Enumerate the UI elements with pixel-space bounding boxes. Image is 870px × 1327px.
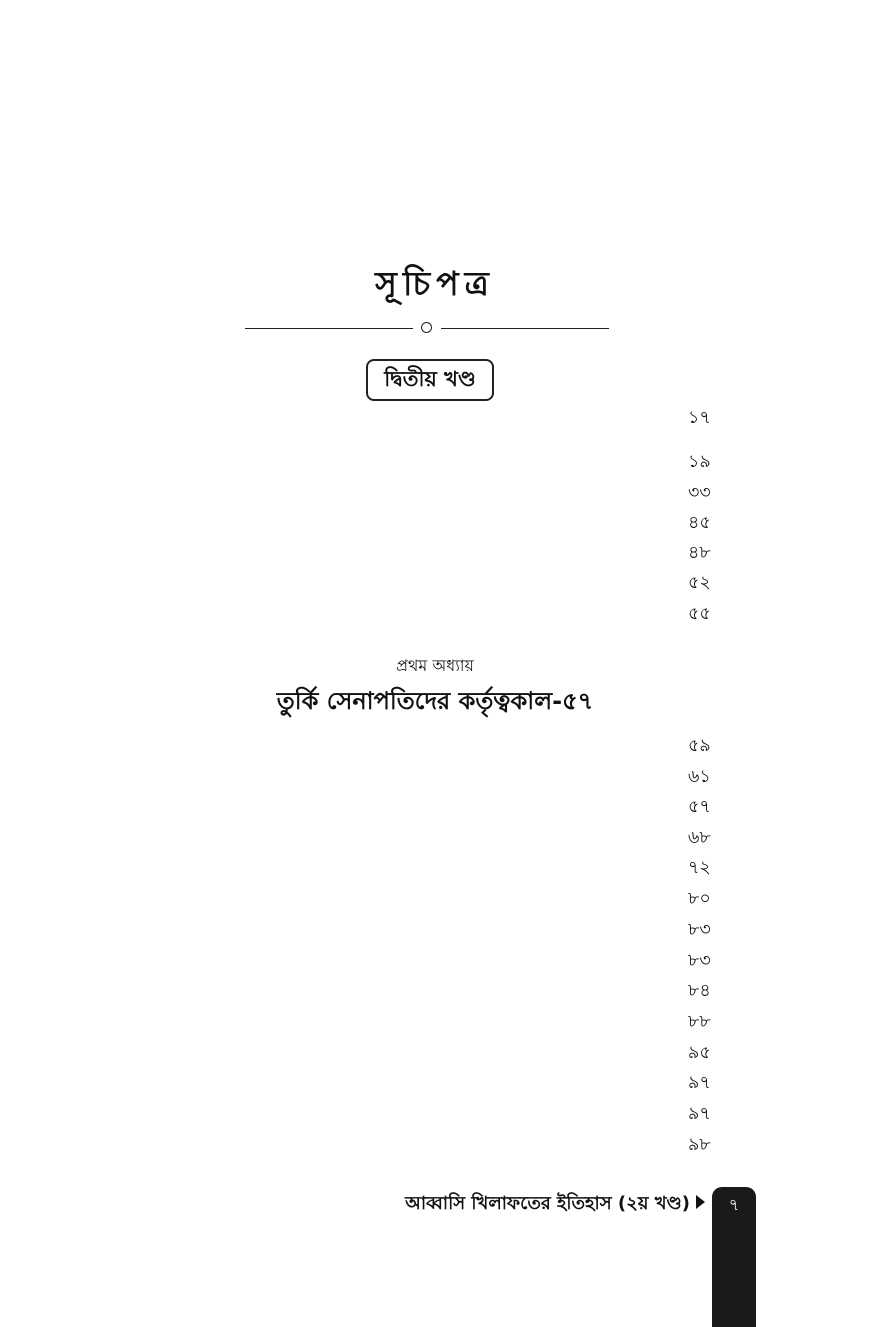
running-footer-title: আব্বাসি খিলাফতের ইতিহাস (২য় খণ্ড) [405, 1193, 690, 1214]
divider-circle [421, 322, 432, 333]
chapter-label: প্রথম অধ্যায় [396, 656, 474, 675]
toc-entry-page: ৮৮ [688, 1012, 711, 1032]
divider-line-right [441, 328, 609, 329]
title-divider-ornament [245, 318, 609, 338]
toc-entry-page: ৯৭ [688, 1104, 711, 1124]
section-label: দ্বিতীয় খণ্ড [384, 366, 476, 391]
toc-entry-page: ৬১ [688, 767, 711, 787]
page-number: ৭ [728, 1195, 740, 1214]
toc-entry-page: ৭২ [688, 858, 711, 878]
toc-entry-page: ৮৪ [688, 981, 711, 1001]
toc-entry-page: ৮৩ [688, 920, 711, 940]
toc-entry-page: ৪৮ [688, 543, 711, 563]
toc-entry-page: ৯৭ [688, 1073, 711, 1093]
toc-entry-page: ৩৩ [688, 483, 711, 503]
toc-entry-page: ৮০ [688, 889, 711, 909]
triangle-right-icon [696, 1195, 705, 1209]
toc-entry-page: ৫৭ [688, 797, 711, 817]
toc-entry-page: ৯৫ [688, 1043, 711, 1063]
chapter-title: তুর্কি সেনাপতিদের কর্তৃত্বকাল-৫৭ [276, 687, 594, 715]
toc-entry-page: ৯৮ [688, 1135, 711, 1155]
toc-entry-page: ৬৮ [688, 828, 711, 848]
page-title: সূচিপত্র [375, 264, 495, 303]
toc-entry-page: ৮৩ [688, 951, 711, 971]
toc-entry-page: ৫২ [688, 573, 711, 593]
toc-entry-page: ৫৯ [688, 736, 711, 756]
toc-entry-page: ৫৫ [688, 604, 711, 624]
toc-entry-page: ৪৫ [688, 513, 711, 533]
section-label-box [366, 359, 494, 401]
page-number-tab [712, 1187, 756, 1327]
toc-entry-page: ১৭ [688, 408, 711, 428]
toc-entry-page: ১৯ [688, 452, 711, 472]
divider-line-left [245, 328, 413, 329]
